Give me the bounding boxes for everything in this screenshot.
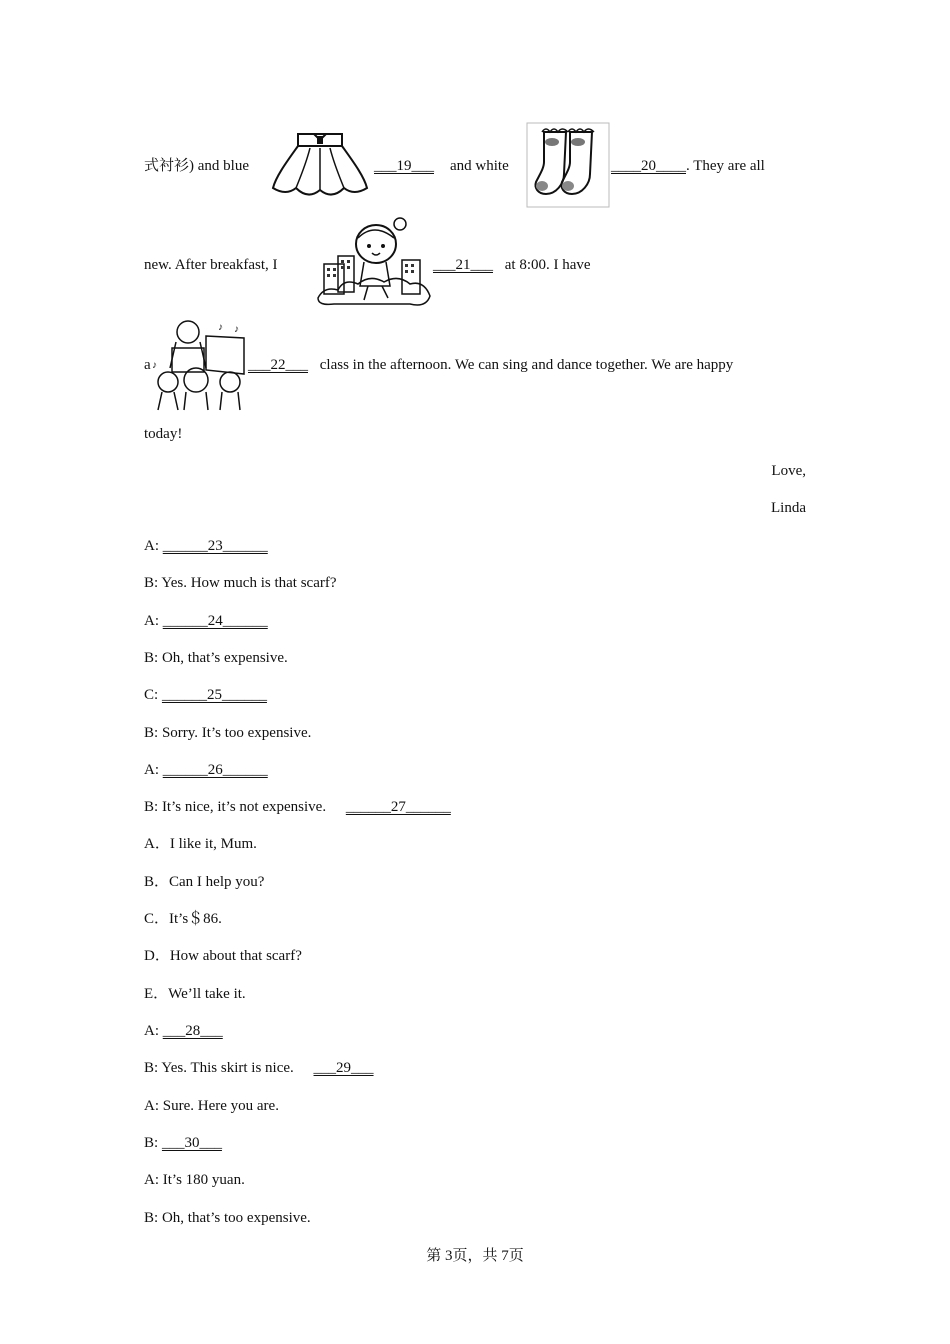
dialogue-text: Oh, that’s expensive. — [161, 650, 288, 666]
letter-signature — [771, 498, 806, 518]
option-text: E．We’ll take it. — [144, 986, 246, 1002]
dialogue1-line — [144, 685, 267, 705]
page-number: 第 3页，共 7页 — [426, 1248, 524, 1264]
passage-row-4 — [144, 424, 182, 444]
option-a — [144, 834, 257, 854]
girl-going-to-school-picture — [314, 216, 434, 310]
row3-end: class in the afternoon. We can sing and dance together. We are happy — [319, 357, 734, 373]
blank-21[interactable]: ___21___ — [433, 257, 493, 273]
speaker: A: — [144, 1172, 159, 1188]
music-class-picture — [150, 318, 246, 412]
option-b — [144, 872, 264, 892]
speaker: C: — [144, 687, 159, 703]
speaker: A: — [144, 762, 159, 778]
row4-text: today! — [144, 426, 183, 442]
row1-end: . They are all — [686, 158, 765, 174]
row3-start: a — [144, 357, 151, 373]
dialogue2-line — [144, 1096, 279, 1116]
blank-27[interactable]: ______27______ — [345, 799, 451, 815]
dialogue1-line — [144, 760, 268, 780]
dialogue2-line — [144, 1208, 311, 1228]
dialogue2-line — [144, 1133, 222, 1153]
speaker: A: — [144, 1023, 159, 1039]
blank-25[interactable]: ______25______ — [161, 687, 267, 703]
option-text: D．How about that scarf? — [144, 948, 302, 964]
speaker: B: — [144, 1210, 159, 1226]
speaker: A: — [144, 613, 159, 629]
letter-closing — [771, 461, 806, 481]
blank-30[interactable]: ___30___ — [161, 1135, 222, 1151]
dialogue1-line — [144, 573, 337, 593]
option-text: C．It’s＄86. — [144, 911, 222, 927]
page-footer — [0, 1244, 950, 1265]
row3-end-group — [248, 355, 733, 375]
blank-24[interactable]: ______24______ — [162, 613, 268, 629]
option-e — [144, 984, 246, 1004]
blank-22[interactable]: ___22___ — [248, 357, 308, 373]
svg-text:♪: ♪ — [152, 360, 157, 371]
row1-mid — [450, 156, 509, 176]
blank-19[interactable] — [374, 156, 434, 176]
dialogue1-line — [144, 723, 311, 743]
dialogue-text: Yes. How much is that scarf? — [161, 575, 337, 591]
dialogue-text: It’s 180 yuan. — [162, 1172, 245, 1188]
skirt-picture — [270, 130, 370, 202]
dialogue-text: Sure. Here you are. — [162, 1098, 279, 1114]
dialogue2-line — [144, 1170, 245, 1190]
dialogue-text: It’s nice, it’s not expensive. — [161, 799, 327, 815]
signature-text: Linda — [771, 500, 806, 516]
row1-mid-text: and white — [450, 158, 509, 174]
dialogue2-line — [144, 1021, 223, 1041]
dialogue1-line — [144, 648, 288, 668]
row1-start: 式衬衫) and blue — [144, 158, 249, 174]
option-d — [144, 946, 302, 966]
speaker: B: — [144, 575, 159, 591]
blank-29[interactable]: ___29___ — [313, 1060, 374, 1076]
blank-23[interactable]: ______23______ — [162, 538, 268, 554]
closing-text: Love, — [771, 463, 806, 479]
speaker: A: — [144, 1098, 159, 1114]
passage-row-1 — [144, 156, 249, 176]
speaker: B: — [144, 650, 159, 666]
dialogue-text: Yes. This skirt is nice. — [161, 1060, 294, 1076]
svg-text:♪: ♪ — [234, 324, 239, 335]
speaker: B: — [144, 1135, 159, 1151]
dialogue1-line — [144, 611, 268, 631]
svg-text:♪: ♪ — [218, 322, 223, 333]
blank-28[interactable]: ___28___ — [162, 1023, 223, 1039]
row1-end-group — [611, 156, 765, 176]
option-c — [144, 909, 222, 929]
dialogue2-line — [144, 1058, 374, 1078]
speaker: A: — [144, 538, 159, 554]
speaker: B: — [144, 799, 159, 815]
speaker: B: — [144, 725, 159, 741]
socks-picture — [526, 122, 610, 208]
dialogue-text: Oh, that’s too expensive. — [161, 1210, 311, 1226]
row2-end: at 8:00. I have — [504, 257, 591, 273]
dialogue1-line — [144, 797, 451, 817]
dialogue-text: Sorry. It’s too expensive. — [161, 725, 312, 741]
passage-row-2 — [144, 255, 278, 275]
blank-20[interactable]: ____20____ — [611, 158, 686, 174]
blank-26[interactable]: ______26______ — [162, 762, 268, 778]
option-text: B．Can I help you? — [144, 874, 265, 890]
option-text: A．I like it, Mum. — [144, 836, 257, 852]
blank-19-text: ___19___ — [374, 158, 434, 174]
dialogue1-line — [144, 536, 268, 556]
row2-start: new. After breakfast, I — [144, 257, 278, 273]
row2-end-group — [433, 255, 591, 275]
speaker: B: — [144, 1060, 159, 1076]
